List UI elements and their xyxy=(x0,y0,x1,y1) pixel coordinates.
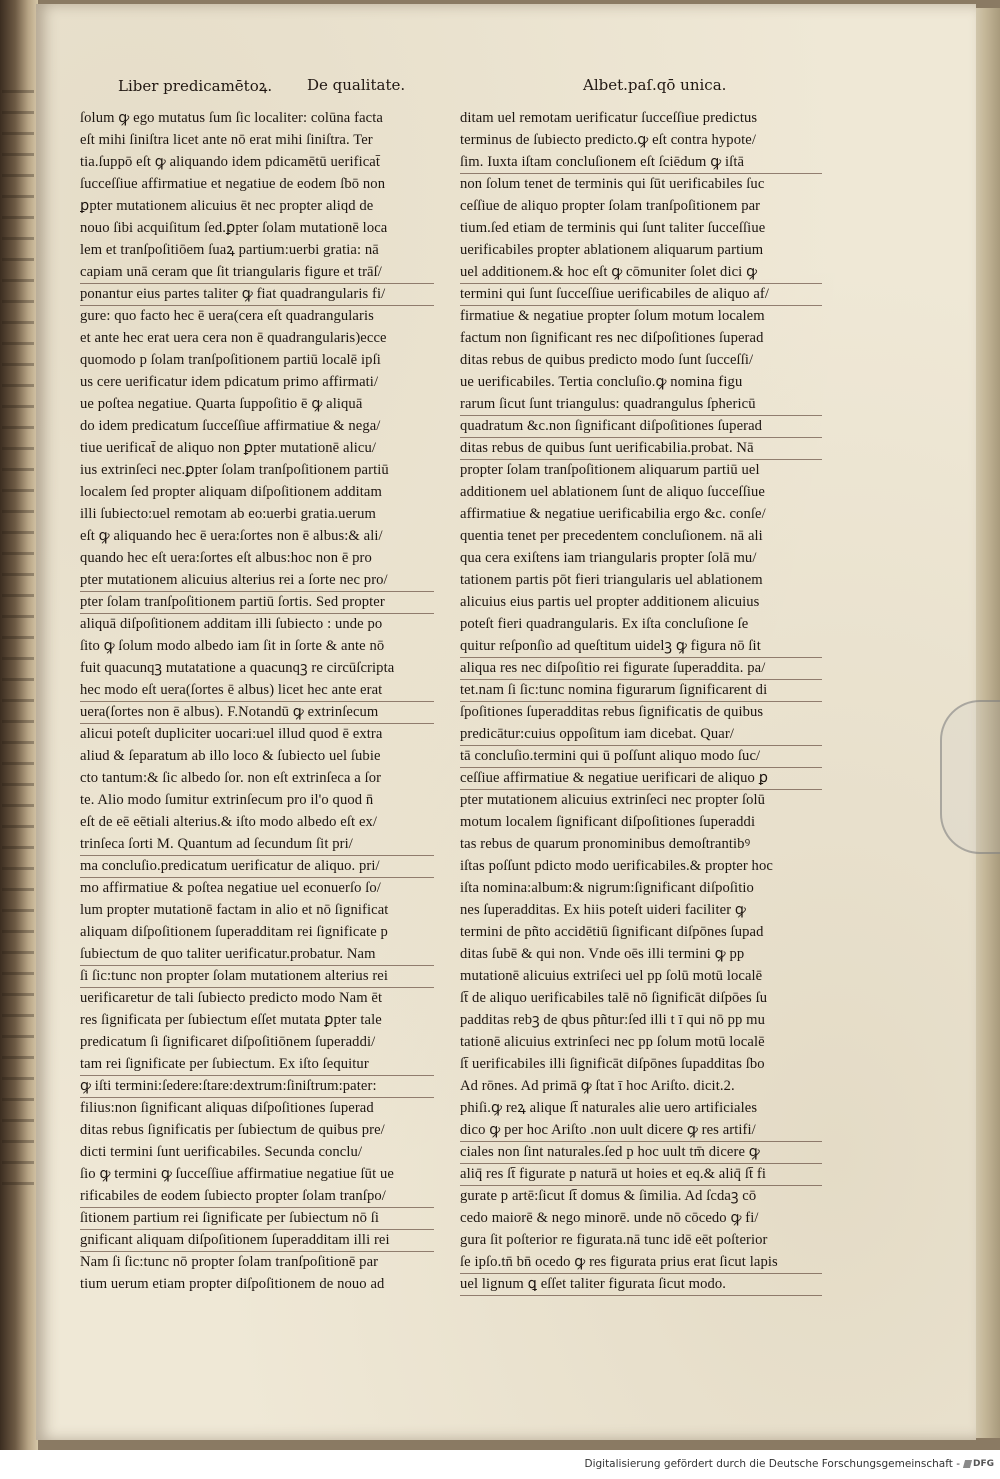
text-line: qua cera exiſtens iam triangularis propter ſolā mu/ xyxy=(460,550,757,566)
text-line: tā concluſio.termini qui ū poſſunt aliquo modo ſuc/ xyxy=(460,746,822,768)
text-line: iſtas poſſunt pdicto modo uerificabiles.& propter hoc xyxy=(460,858,773,874)
page-clip xyxy=(940,700,1000,854)
text-line: quomodo p ſolam tranſpoſitionem partiū localē ipſi xyxy=(80,352,381,368)
text-line: cto tantum:& ſic albedo ſor. non eſt extrinſeca a ſor xyxy=(80,770,382,786)
text-line: gure: quo facto hec ē uera(cera eſt quadrangularis xyxy=(80,308,374,324)
text-line: do idem predicatum ſucceſſiue affirmatiue & nega/ xyxy=(80,418,381,434)
text-line: tationē alicuius extrinſeci nec pp ſolum motū localē xyxy=(460,1034,765,1050)
text-line: ſubiectum de quo taliter uerificatur.probatur. Nam xyxy=(80,944,434,966)
text-line: Nam ſi ſic:tunc nō propter ſolam tranſpoſitionē par xyxy=(80,1254,379,1270)
text-line: tium.ſed etiam de terminis qui ſunt taliter ſucceſſiue xyxy=(460,220,766,236)
text-line: Ad rōnes. Ad primā ꝙ ſtat ī hoc Ariſto. dicit.2. xyxy=(460,1078,735,1094)
text-line: pter mutationem alicuius extrinſeci nec propter ſolū xyxy=(460,792,766,808)
text-line: ditas rebus de quibus predicto modo ſunt ſucceſſi/ xyxy=(460,352,754,368)
text-line: quentia tenet per precedentem concluſionem. nā ali xyxy=(460,528,763,544)
text-line: pter ſolam tranſpoſitionem partiū ſortis. Sed propter xyxy=(80,592,434,614)
text-line: ſucceſſiue affirmatiue et negatiue de eodem ſbō non xyxy=(80,176,386,192)
text-line: dicti termini ſunt uerificabiles. Secunda conclu/ xyxy=(80,1144,363,1160)
text-line: padditas rebꝫ de qbus pñtur:ſed illi t ī qui nō pp mu xyxy=(460,1012,766,1028)
text-line: mo affirmatiue & poſtea negatiue uel econuerſo ſo/ xyxy=(80,880,381,896)
text-line: ceſſiue de aliquo propter ſolam tranſpoſitionem par xyxy=(460,198,761,214)
text-line: localem ſed propter aliquam diſpoſitionem additam xyxy=(80,484,382,500)
text-line: aliquā diſpoſitionem additam illi ſubiecto : unde po xyxy=(80,616,383,632)
text-line: iſta nomina:album:& nigrum:ſignificant diſpoſitio xyxy=(460,880,754,896)
text-line: non ſolum tenet de terminis qui ſūt uerificabiles ſuc xyxy=(460,176,765,192)
text-line: nes ſuperadditas. Ex hiis poteſt uideri faciliter ꝙ xyxy=(460,902,746,918)
text-line: firmatiue & negatiue propter ſolum motum localem xyxy=(460,308,765,324)
text-line: tas rebus de quarum pronominibus demoſtrantibꝰ xyxy=(460,836,751,852)
text-line: uel additionem.& hoc eſt ꝙ cōmuniter ſolet dici ꝙ xyxy=(460,262,822,284)
text-line: lum propter mutationē factam in alio et nō ſignificat xyxy=(80,902,389,918)
text-line: rarum ſicut ſunt triangulus: quadrangulus ſphericū xyxy=(460,394,822,416)
text-line: ue uerificabiles. Tertia concluſio.ꝙ nomina figu xyxy=(460,374,743,390)
text-line: ſitionem partium rei ſignificate per ſubiectum nō ſi xyxy=(80,1208,434,1230)
text-line: eſt ꝙ aliquando hec ē uera:ſortes non ē albus:& ali/ xyxy=(80,528,383,544)
text-line: ſim. Iuxta iſtam concluſionem eſt ſciēdum ꝙ iſtā xyxy=(460,152,822,174)
text-line: tium uerum etiam propter diſpoſitionem de nouo ad xyxy=(80,1276,385,1292)
text-line: ditas ſubē & qui non. Vnde oēs illi termini ꝙ pp xyxy=(460,946,745,962)
text-line: uel lignum ꝗ eſſet taliter figurata ſicut modo. xyxy=(460,1274,822,1296)
text-line: predicātur:cuius oppoſitum iam dicebat. Quar/ xyxy=(460,724,822,746)
text-line: aliquam diſpoſitionem ſuperadditam rei ſignificate p xyxy=(80,924,388,940)
text-line: trinſeca ſorti M. Quantum ad ſecundum ſit pri/ xyxy=(80,834,434,856)
text-line: quadratum &c.non ſignificant diſpoſitiones ſuperad xyxy=(460,416,822,438)
text-line: ſito ꝙ ſolum modo albedo iam ſit in ſorte & ante nō xyxy=(80,638,385,654)
text-line: tationem partis pōt fieri triangularis uel ablationem xyxy=(460,572,763,588)
text-line: gura ſit poſterior re figurata.nā tunc idē eēt poſterior xyxy=(460,1232,768,1248)
running-header-middle: De qualitate. xyxy=(307,76,406,94)
text-line: ꝑpter mutationem alicuius ēt nec propter aliqd de xyxy=(80,198,374,214)
text-line: ſt̄ uerificabiles illi ſignificāt diſpōnes ſupadditas ſbo xyxy=(460,1056,765,1072)
text-line: dico ꝙ per hoc Ariſto .non uult dicere ꝙ res artifi/ xyxy=(460,1120,822,1142)
text-line: terminus de ſubiecto predicto.ꝙ eſt contra hypote/ xyxy=(460,132,756,148)
text-line: gnificant aliquam diſpoſitionem ſuperadditam illi rei xyxy=(80,1230,434,1252)
text-line: quando hec eſt uera:ſortes eſt albus:hoc non ē pro xyxy=(80,550,372,566)
text-line: ditas rebus ſignificatis per ſubiectum de quibus pre/ xyxy=(80,1122,385,1138)
funding-credit: Digitalisierung gefördert durch die Deutsche Forschungsgemeinschaft - xyxy=(584,1458,960,1470)
text-line: poteſt fieri quadrangularis. Ex iſta concluſione ſe xyxy=(460,616,749,632)
text-line: termini de pñto accidētiū ſignificant diſpōnes ſupad xyxy=(460,924,764,940)
text-line: te. Alio modo ſumitur extrinſecum pro il'o quod n̄ xyxy=(80,792,374,808)
text-line: phiſi.ꝙ reꝝ alique ſt̄ naturales alie uero artificiales xyxy=(460,1100,758,1116)
text-line: ſi ſic:tunc non propter ſolam mutationem alterius rei xyxy=(80,966,434,988)
text-line: nouo ſibi acquiſitum ſed.ꝑpter ſolam mutationē loca xyxy=(80,220,388,236)
text-line: ſt̄ de aliquo uerificabiles talē nō ſignificāt diſpōes ſu xyxy=(460,990,768,1006)
text-line: ſe ipſo.tn̄ bn̄ ocedo ꝙ res figurata prius erat ſicut lapis xyxy=(460,1252,822,1274)
text-line: aliq̄ res ſt̄ figurate p naturā ut hoies et eq.& aliq̄ ſt̄ fi xyxy=(460,1164,822,1186)
dfg-logo-mark xyxy=(963,1460,972,1468)
text-line: alicui poteſt dupliciter uocari:uel illud quod ē extra xyxy=(80,726,383,742)
text-line: tam rei ſignificate per ſubiectum. Ex iſto ſequitur xyxy=(80,1054,434,1076)
text-line: mutationē alicuius extriſeci uel pp ſolū motū localē xyxy=(460,968,763,984)
text-line: rificabiles de eodem ſubiecto propter ſolam tranſpo/ xyxy=(80,1186,434,1208)
text-line: tia.ſuppō eſt ꝙ aliquando idem pdicamētū uerificat̄ xyxy=(80,154,381,170)
text-line: predicatum ſi ſignificaret diſpoſitiōnem ſuperaddi/ xyxy=(80,1034,376,1050)
text-line: uerificaretur de tali ſubiecto predicto modo Nam ēt xyxy=(80,990,383,1006)
text-line: ceſſiue affirmatiue & negatiue uerificari de aliquo ꝑ xyxy=(460,768,822,790)
text-line: factum non ſignificant res nec diſpoſitiones ſuperad xyxy=(460,330,764,346)
text-line: ma concluſio.predicatum uerificatur de aliquo. pri/ xyxy=(80,856,434,878)
text-line: aliud & ſeparatum ab illo loco & ſubiecto uel ſubie xyxy=(80,748,381,764)
text-line: cedo maiorē & nego minorē. unde nō cōcedo ꝙ fi/ xyxy=(460,1210,759,1226)
text-line: filius:non ſignificant aliquas diſpoſitiones ſuperad xyxy=(80,1100,374,1116)
text-line: capiam unā ceram que ſit triangularis figure et trāſ/ xyxy=(80,262,434,284)
text-column-right xyxy=(460,108,822,1296)
text-line: ditam uel remotam uerificatur ſucceſſiue predictus xyxy=(460,110,758,126)
text-line: termini qui ſunt ſucceſſiue uerificabiles de aliquo af/ xyxy=(460,284,822,306)
text-line: ſio ꝙ termini ꝙ ſucceſſiue affirmatiue negatiue ſūt ue xyxy=(80,1166,394,1182)
text-line: tet.nam ſi ſic:tunc nomina figurarum ſignificarent di xyxy=(460,680,822,702)
text-line: aliqua res nec diſpoſitio rei figurate ſuperaddita. pa/ xyxy=(460,658,822,680)
text-line: gurate p artē:ſicut ſt̄ domus & ſimilia. Ad ſcdaꝫ cō xyxy=(460,1188,757,1204)
text-line: pter mutationem alicuius alterius rei a ſorte nec pro/ xyxy=(80,570,434,592)
running-header-left: Liber predicamētoꝝ. xyxy=(118,77,273,95)
text-line: quitur reſponſio ad queſtitum uidelꝫ ꝙ figura nō ſit xyxy=(460,636,822,658)
dfg-logo xyxy=(964,1456,994,1472)
text-line: et ante hec erat uera cera non ē quadrangularis)ecce xyxy=(80,330,387,346)
text-line: affirmatiue & negatiue uerificabilia ergo &c. conſe/ xyxy=(460,506,766,522)
text-line: motum localem ſignificant diſpoſitiones ſuperaddi xyxy=(460,814,756,830)
text-line: uerificabiles propter ablationem aliquarum partium xyxy=(460,242,764,258)
text-line: ius extrinſeci nec.ꝑpter ſolam tranſpoſitionem partiū xyxy=(80,462,389,478)
text-column-left xyxy=(80,108,434,1296)
text-line: ſolum ꝙ ego mutatus ſum ſic localiter: colūna facta xyxy=(80,110,383,126)
text-line: us cere uerificatur idem pdicatum primo affirmati/ xyxy=(80,374,379,390)
text-line: ditas rebus de quibus ſunt uerificabilia.probat. Nā xyxy=(460,438,822,460)
footer-bar xyxy=(0,1450,1000,1479)
running-header-right: Albet.paſ.qō unica. xyxy=(583,76,727,94)
left-page-edge xyxy=(0,0,38,1450)
text-line: fuit quacunqꝫ mutatatione a quacunqꝫ re circūſcripta xyxy=(80,660,395,676)
dfg-logo-text: DFG xyxy=(972,1459,994,1469)
facing-page-bleed xyxy=(2,90,34,1190)
text-line: ue poſtea negatiue. Quarta ſuppoſitio ē ꝙ aliquā xyxy=(80,396,363,412)
text-line: uera(ſortes non ē albus). F.Notandū ꝙ extrinſecum xyxy=(80,702,434,724)
text-line: hec modo eſt uera(ſortes ē albus) licet hec ante erat xyxy=(80,680,434,702)
text-line: ciales non ſint naturales.ſed p hoc uult tm̄ dicere ꝙ xyxy=(460,1142,822,1164)
text-line: eſt mihi ſiniſtra licet ante nō erat mihi ſiniſtra. Ter xyxy=(80,132,373,148)
text-line: res ſignificata per ſubiectum eſſet mutata ꝑpter tale xyxy=(80,1012,382,1028)
text-line: additionem uel ablationem ſunt de aliquo ſucceſſiue xyxy=(460,484,765,500)
text-line: ponantur eius partes taliter ꝙ fiat quadrangularis fi/ xyxy=(80,284,434,306)
text-line: illi ſubiecto:uel remotam ab eo:uerbi gratia.uerum xyxy=(80,506,376,522)
text-line: alicuius eius partis uel propter additionem alicuius xyxy=(460,594,760,610)
text-line: lem et tranſpoſitiōem ſuaꝝ partium:uerbi gratia: nā xyxy=(80,242,379,258)
text-line: eſt de eē eētiali alterius.& iſto modo albedo eſt ex/ xyxy=(80,814,378,830)
text-line: propter ſolam tranſpoſitionem aliquarum partiū uel xyxy=(460,462,760,478)
text-line: ꝙ iſti termini:ſedere:ſtare:dextrum:ſiniſtrum:pater: xyxy=(80,1076,434,1098)
text-line: ſpoſitiones ſuperadditas rebus ſignificatis de quibus xyxy=(460,704,764,720)
text-line: tiue uerificat̄ de aliquo non ꝑpter mutationē alicu/ xyxy=(80,440,377,456)
